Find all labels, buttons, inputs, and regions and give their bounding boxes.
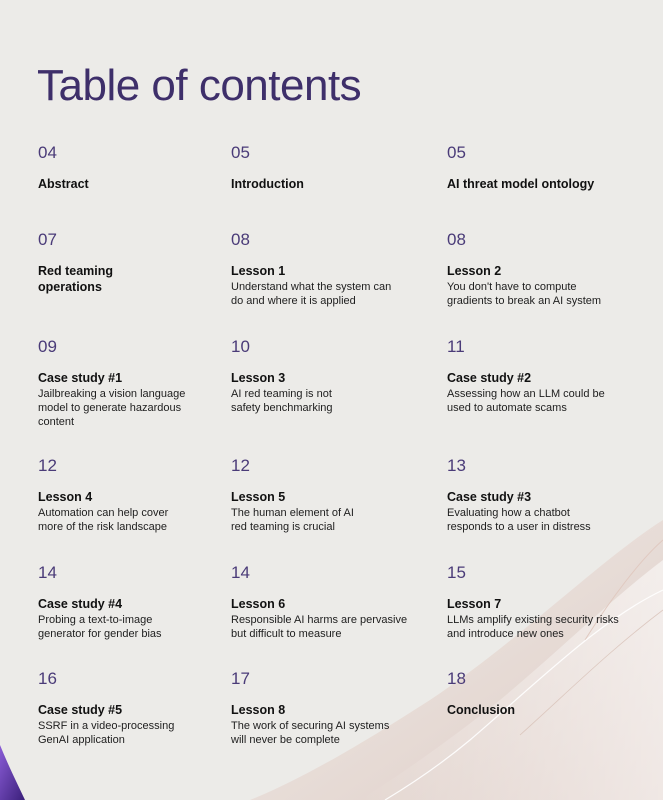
toc-entry-description: Responsible AI harms are pervasive but difficult to measure (231, 614, 408, 640)
toc-entry-lesson-6[interactable] (231, 563, 411, 641)
toc-entry-description: SSRF in a video-processing GenAI application (38, 720, 175, 746)
toc-page-number: 13 (447, 456, 466, 475)
toc-entry-title: Lesson 1 (231, 264, 286, 278)
toc-entry-description: Evaluating how a chatbot responds to a user in distress (447, 507, 591, 533)
toc-page-number: 17 (231, 669, 250, 688)
toc-entry-title: Case study #1 (38, 371, 123, 385)
toc-entry-lesson-2[interactable] (447, 230, 622, 308)
toc-entry-title: Lesson 2 (447, 264, 502, 278)
toc-entry-lesson-3[interactable] (231, 337, 356, 415)
toc-entry-title: Case study #4 (38, 597, 123, 611)
toc-page-number: 12 (38, 456, 57, 475)
toc-page-number: 14 (38, 563, 57, 582)
toc-entry-case-study-5[interactable] (38, 669, 193, 747)
toc-entry-description: AI red teaming is not safety benchmarking (231, 388, 333, 414)
toc-page-number: 18 (447, 669, 466, 688)
toc-entry-title: Lesson 8 (231, 703, 286, 717)
toc-entry-lesson-7[interactable] (447, 563, 622, 641)
toc-entry-lesson-5[interactable] (231, 456, 371, 534)
toc-entry-description: Probing a text-to-image generator for gender bias (38, 614, 162, 640)
toc-entry-ai-threat-model-ontology[interactable] (447, 143, 597, 192)
page-title: Table of contents (37, 61, 362, 110)
toc-entry-description: LLMs amplify existing security risks and introduce new ones (447, 614, 619, 640)
toc-page-number: 05 (447, 143, 466, 162)
toc-entry-lesson-1[interactable] (231, 230, 396, 308)
toc-entry-abstract[interactable] (38, 143, 238, 192)
toc-page-number: 05 (231, 143, 250, 162)
toc-page-number: 15 (447, 563, 466, 582)
toc-entry-title: Abstract (38, 177, 89, 191)
toc-entry-title: Lesson 5 (231, 490, 286, 504)
toc-entry-lesson-4[interactable] (38, 456, 188, 534)
toc-entry-title: Introduction (231, 177, 304, 191)
toc-page-number: 09 (38, 337, 57, 356)
toc-page-number: 14 (231, 563, 250, 582)
toc-entry-red-teaming-operations[interactable] (38, 230, 158, 295)
toc-entry-lesson-8[interactable] (231, 669, 406, 747)
toc-entry-title: Lesson 6 (231, 597, 286, 611)
toc-entry-conclusion[interactable] (447, 669, 647, 718)
toc-page-number: 08 (447, 230, 466, 249)
toc-entry-title: Case study #2 (447, 371, 532, 385)
toc-entry-title: AI threat model ontology (447, 177, 595, 191)
toc-entry-description: Jailbreaking a vision language model to generate hazardous content (38, 388, 186, 428)
toc-page-number: 11 (447, 337, 465, 356)
toc-page-number: 16 (38, 669, 57, 688)
toc-entry-introduction[interactable] (231, 143, 431, 192)
toc-entry-title: Lesson 4 (38, 490, 93, 504)
toc-entry-case-study-1[interactable] (38, 337, 188, 429)
toc-page-number: 12 (231, 456, 250, 475)
toc-entry-case-study-2[interactable] (447, 337, 622, 415)
toc-page-number: 08 (231, 230, 250, 249)
toc-page-number: 10 (231, 337, 250, 356)
toc-page-number: 07 (38, 230, 57, 249)
toc-entry-description: You don't have to compute gradients to break an AI system (447, 281, 602, 307)
toc-entry-title: Lesson 3 (231, 371, 286, 385)
toc-entry-description: The work of securing AI systems will never be complete (231, 720, 390, 746)
toc-page-number: 04 (38, 143, 57, 162)
toc-entry-title: Red teaming operations (38, 264, 114, 294)
toc-entry-title: Case study #5 (38, 703, 123, 717)
toc-entry-case-study-4[interactable] (38, 563, 183, 641)
toc-entry-description: Automation can help cover more of the risk landscape (38, 507, 169, 533)
toc-entry-description: Understand what the system can do and where it is applied (231, 281, 392, 307)
toc-entry-description: Assessing how an LLM could be used to automate scams (447, 388, 605, 414)
toc-entry-title: Case study #3 (447, 490, 532, 504)
toc-entry-description: The human element of AI red teaming is crucial (231, 507, 354, 533)
toc-entry-title: Conclusion (447, 703, 516, 717)
toc-entry-case-study-3[interactable] (447, 456, 607, 534)
toc-entry-title: Lesson 7 (447, 597, 502, 611)
